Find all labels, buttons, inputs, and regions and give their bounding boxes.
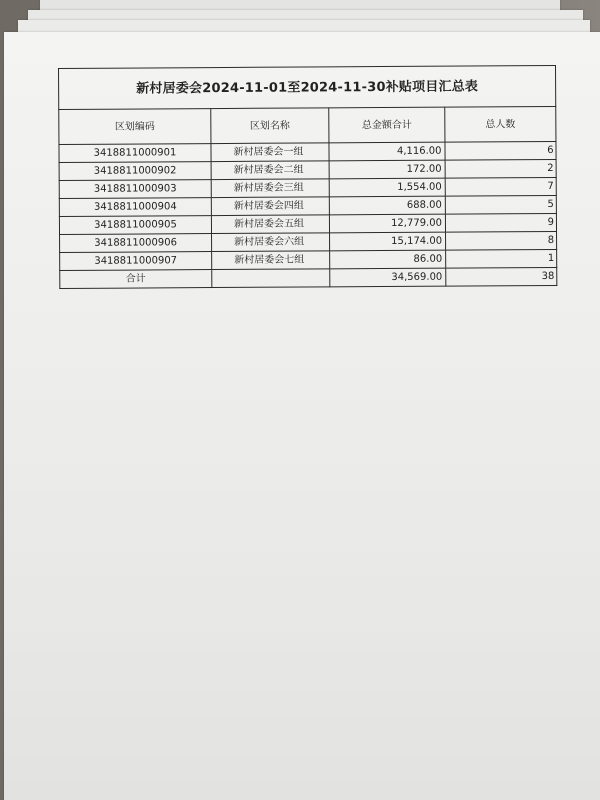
total-name-cell — [212, 269, 330, 288]
amount-cell: 15,174.00 — [330, 232, 446, 251]
region-code-cell: 3418811000902 — [59, 162, 211, 181]
total-label-cell: 合计 — [60, 270, 212, 289]
total-row — [60, 267, 557, 288]
region-name-cell: 新村居委会一组 — [211, 143, 329, 162]
summary-table-container — [58, 65, 556, 289]
region-code-cell: 3418811000903 — [59, 180, 211, 199]
table-title: 新村居委会2024-11-01至2024-11-30补贴项目汇总表 — [59, 65, 556, 109]
region-code-cell: 3418811000905 — [59, 216, 211, 235]
amount-cell: 4,116.00 — [329, 142, 445, 161]
amount-cell: 688.00 — [329, 196, 445, 215]
count-cell: 8 — [446, 231, 557, 250]
total-amount-cell: 34,569.00 — [330, 268, 446, 287]
region-name-cell: 新村居委会三组 — [211, 179, 329, 198]
region-name-cell: 新村居委会二组 — [211, 161, 329, 180]
region-name-cell: 新村居委会六组 — [212, 233, 330, 252]
region-code-cell: 3418811000907 — [60, 252, 212, 271]
region-name-cell: 新村居委会七组 — [212, 251, 330, 270]
subsidy-summary-table — [58, 65, 557, 289]
amount-cell: 12,779.00 — [329, 214, 445, 233]
region-code-cell: 3418811000901 — [59, 144, 211, 163]
region-name-cell: 新村居委会四组 — [211, 197, 329, 216]
region-code-cell: 3418811000904 — [59, 198, 211, 217]
header-row — [59, 106, 556, 144]
region-code-cell: 3418811000906 — [60, 234, 212, 253]
amount-cell: 86.00 — [330, 250, 446, 269]
header-region-code: 区划编码 — [59, 109, 211, 145]
amount-cell: 172.00 — [329, 160, 445, 179]
count-cell: 9 — [445, 213, 556, 232]
header-total-amount: 总金额合计 — [329, 107, 445, 143]
count-cell: 5 — [445, 195, 556, 214]
count-cell: 1 — [446, 249, 557, 268]
header-total-count: 总人数 — [445, 106, 556, 142]
total-count-cell: 38 — [446, 267, 557, 286]
count-cell: 2 — [445, 159, 556, 178]
region-name-cell: 新村居委会五组 — [211, 215, 329, 234]
count-cell: 6 — [445, 141, 556, 160]
count-cell: 7 — [445, 177, 556, 196]
header-region-name: 区划名称 — [211, 108, 329, 144]
amount-cell: 1,554.00 — [329, 178, 445, 197]
